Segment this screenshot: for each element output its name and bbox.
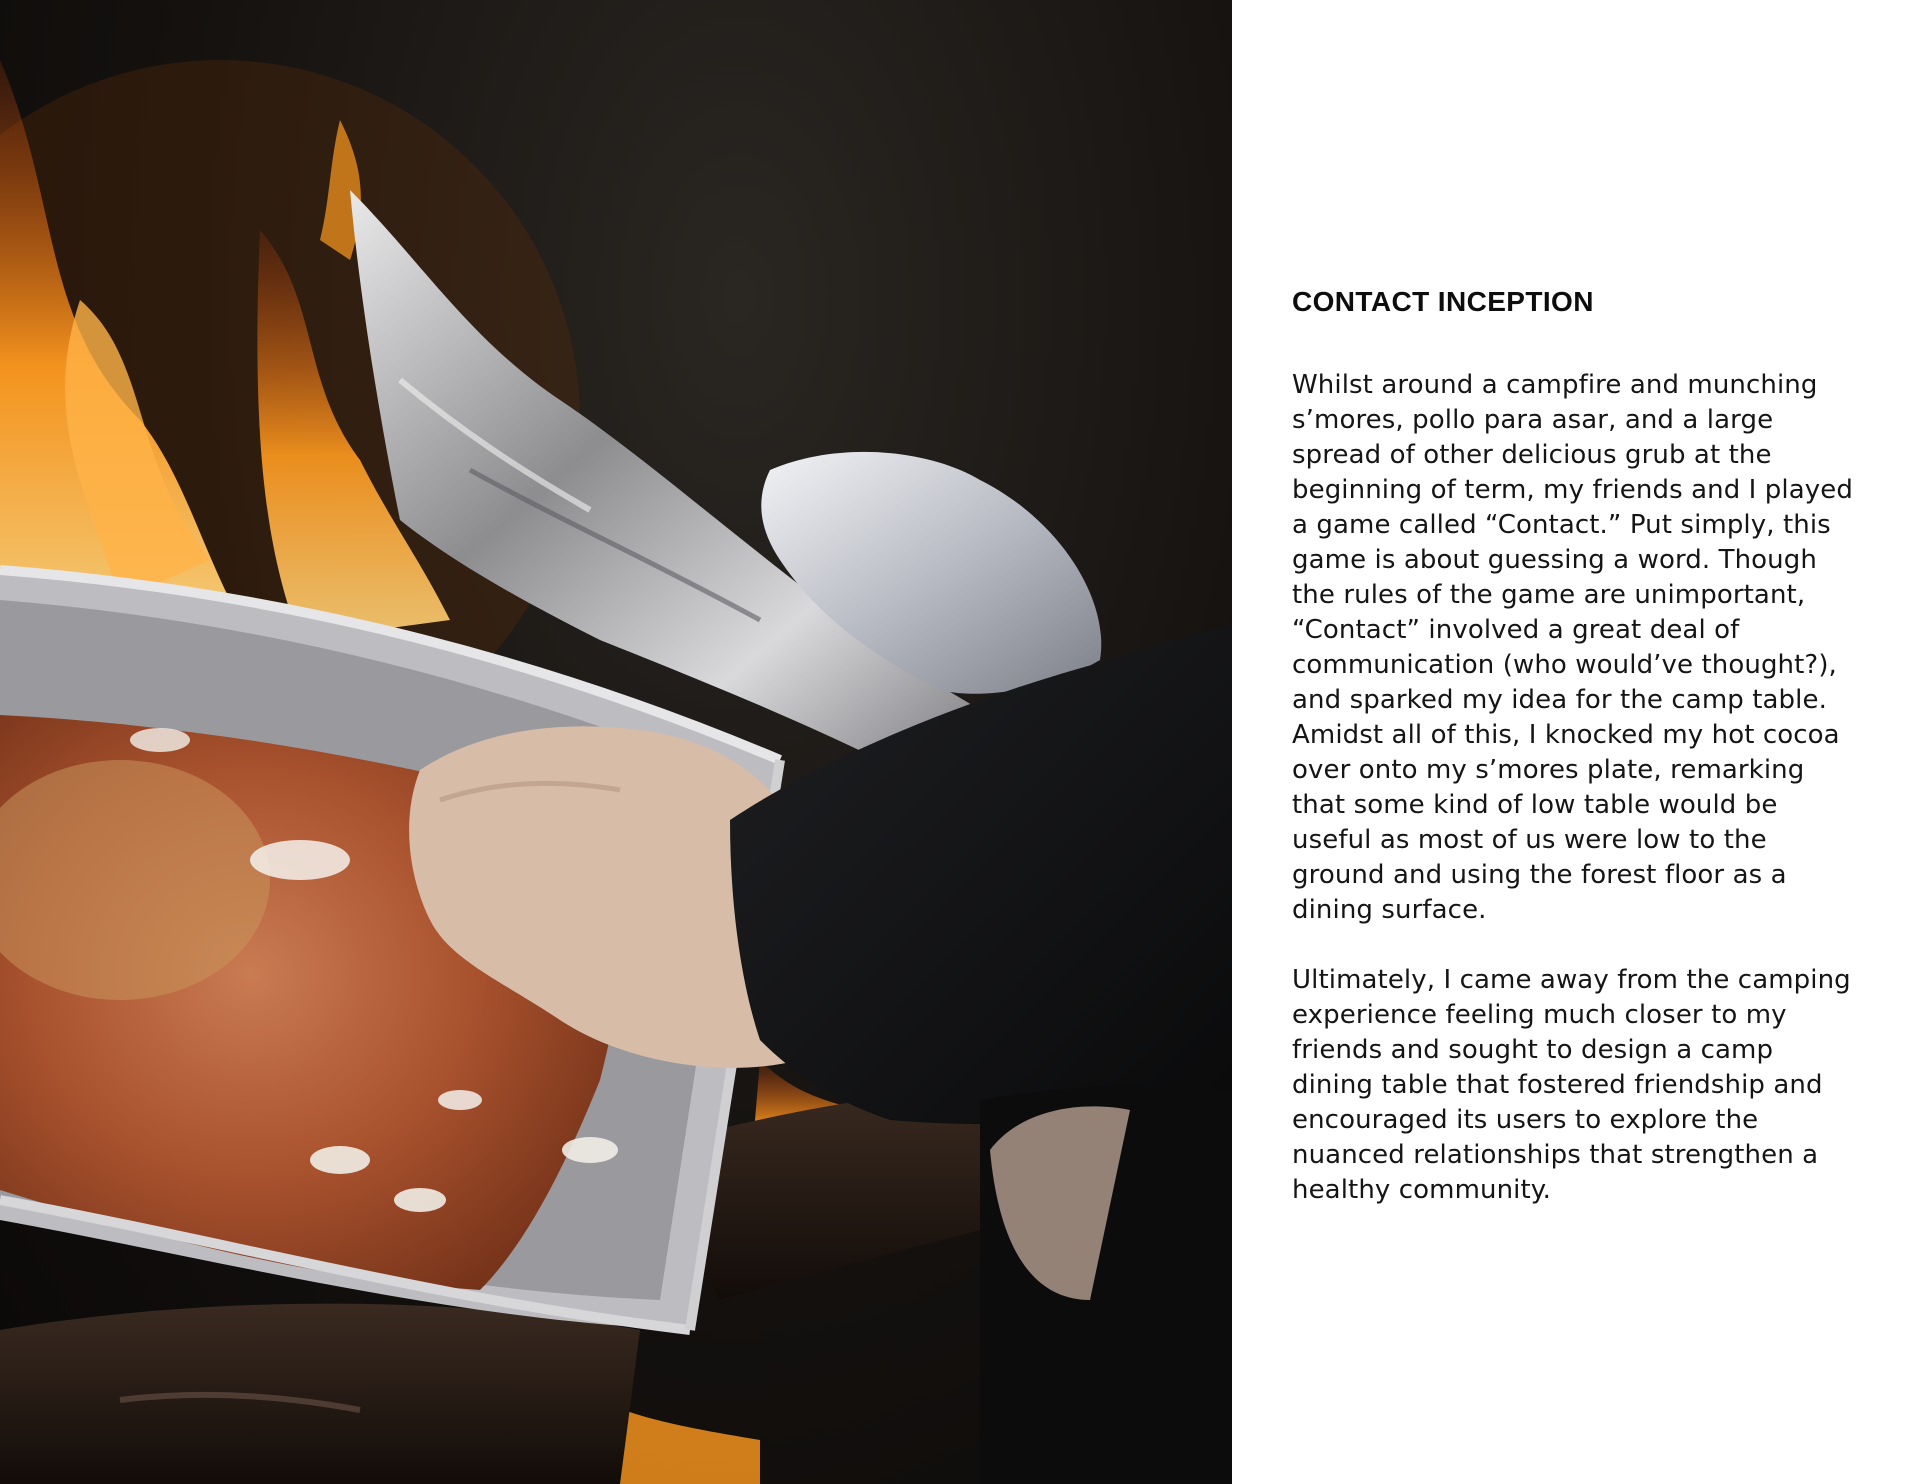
article-text	[1292, 282, 1862, 1243]
article-paragraph-1: Whilst around a campfire and munching s’mores, pollo para asar, and a large spread of other delicious grub at the beginning of term, my friends and I played a game called “Contact.” Put simply, this game is about guessing a word. Though the rules of the game are unimportant, “Contact” involved a great deal of communication (who would’ve thought?), and sparked my idea for the camp table. Amidst all of this, I knocked my hot cocoa over onto my s’mores plate, remarking that some kind of low table would be useful as most of us were low to the ground and using the forest floor as a dining surface.	[1292, 370, 1853, 925]
article-paragraph-2: Ultimately, I came away from the camping experience feeling much closer to my friends and sought to design a camp dining table that fostered friendship and encouraged its users to explore the nuanced relationships that strengthen a healthy community.	[1292, 965, 1851, 1205]
article-heading: CONTACT INCEPTION	[1292, 286, 1594, 317]
